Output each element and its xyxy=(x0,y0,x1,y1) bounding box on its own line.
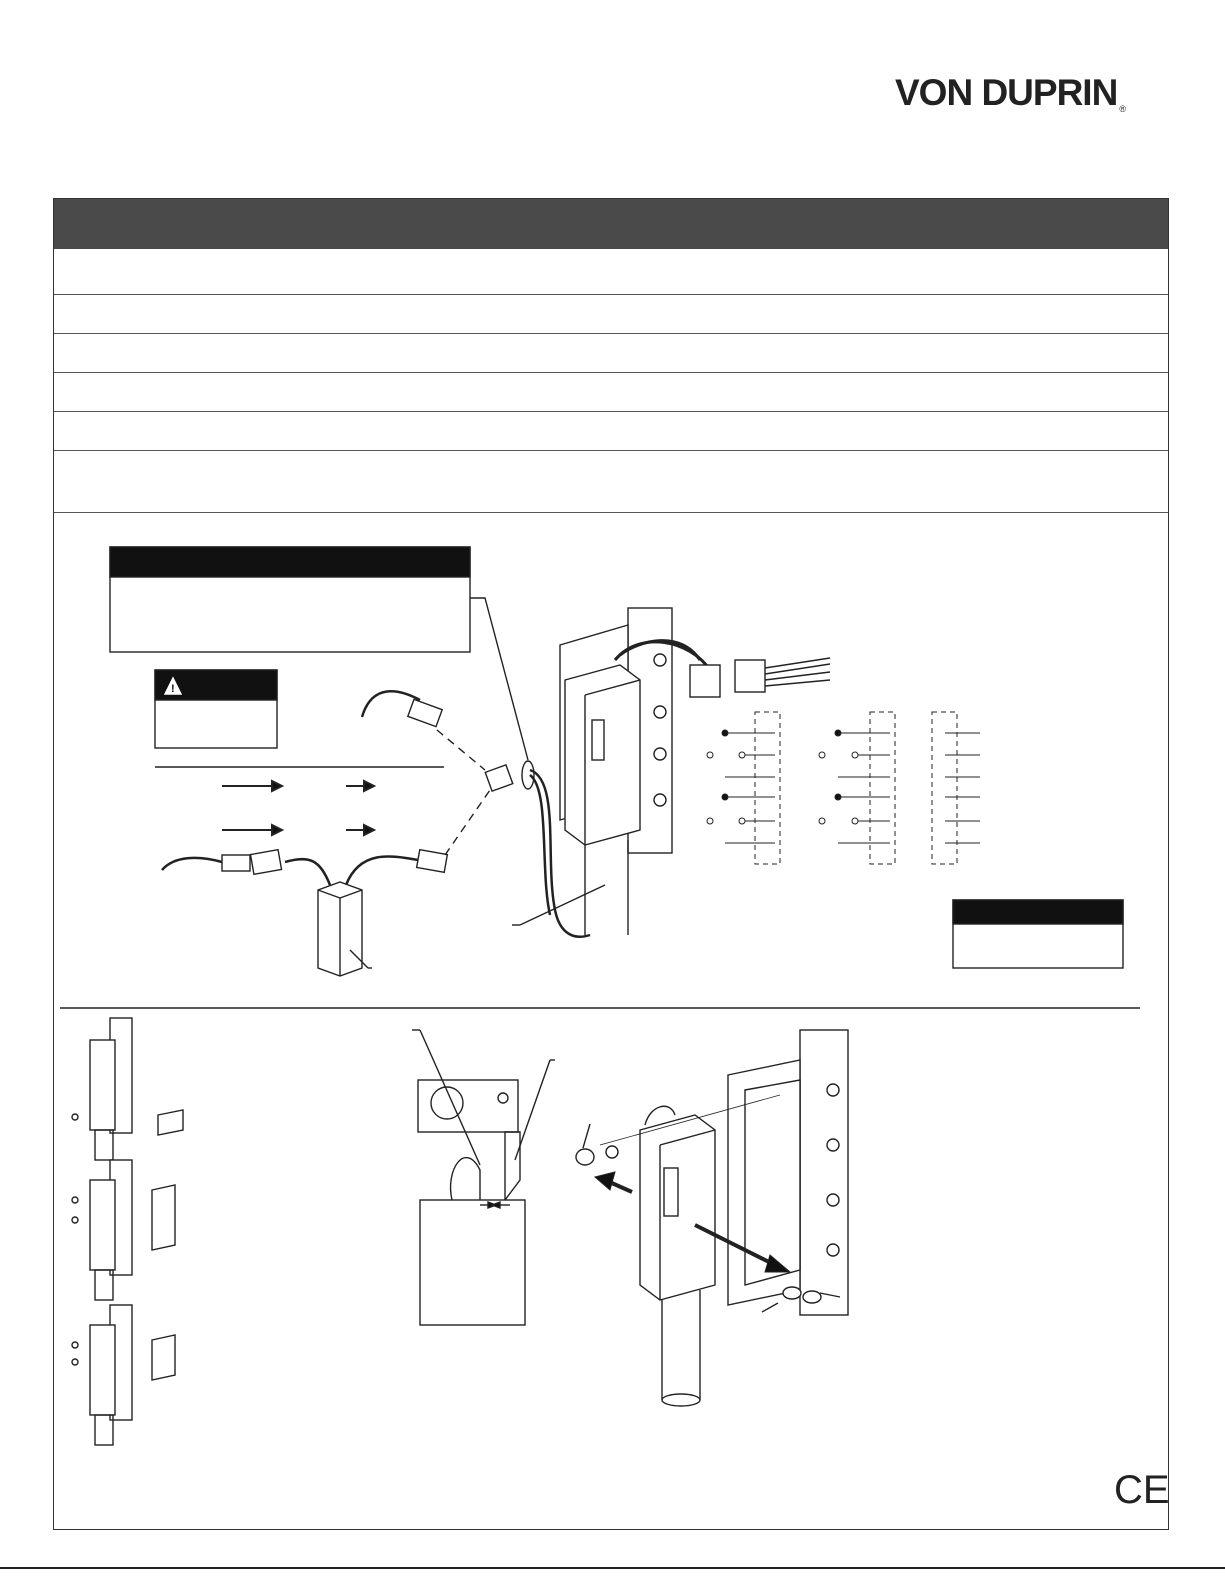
svg-text:!: ! xyxy=(171,683,175,695)
strike-assembly-exploded xyxy=(576,1030,848,1406)
conduit-box xyxy=(318,882,372,976)
electric-strike-unit xyxy=(512,608,830,935)
warning-box xyxy=(155,670,277,748)
alignment-detail xyxy=(412,1030,555,1325)
note-box xyxy=(110,547,470,652)
bottom-rule xyxy=(0,1567,1225,1569)
arrow-icon xyxy=(222,781,374,835)
registered-mark: ® xyxy=(1119,104,1125,114)
ce-mark: CE xyxy=(1114,1468,1170,1512)
strike-variant-drawings xyxy=(72,1018,183,1445)
logo-text: VON DUPRIN xyxy=(895,72,1118,113)
wiring-schematic xyxy=(707,712,980,864)
note-box-small xyxy=(953,900,1123,968)
